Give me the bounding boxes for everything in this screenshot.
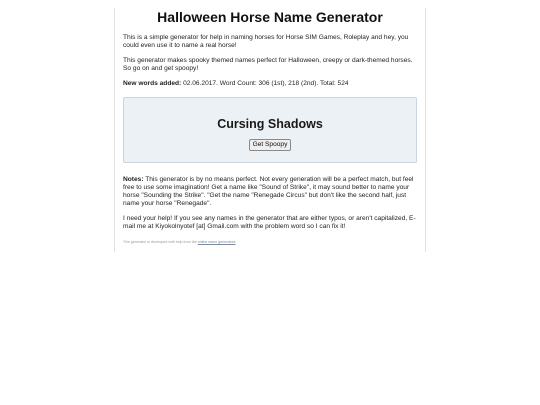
new-words-paragraph (123, 80, 417, 88)
intro-paragraph: This is a simple generator for help in naming horses for Horse SIM Games, Roleplay and hey, you could even use it to name a real horse! (123, 34, 409, 49)
generator-panel (123, 97, 417, 163)
footer-link[interactable]: online name generators (197, 240, 236, 244)
content-column (114, 8, 426, 252)
page-title: Halloween Horse Name Generator (157, 9, 383, 25)
footer-text: This generator is developed with help from the (123, 240, 198, 244)
footer-credit (123, 240, 417, 245)
notes-paragraph (123, 176, 417, 208)
new-words-text: 02.06.2017. Word Count: 306 (1st), 218 (2nd). Total: 524 (181, 80, 349, 87)
generated-name: Cursing Shadows (217, 117, 323, 131)
get-spoopy-button[interactable]: Get Spoopy (249, 139, 292, 151)
new-words-label: New words added: (123, 80, 182, 87)
notes-text: This generator is by no means perfect. Not every generation will be a perfect match, but feel free to use some imagination! Get a name like "Sound of Strike", it may sound better to name your horse "Sounding the Strike". "Get the name "Renegade Circus" but don't like the second half, just name your horse "Renegade". (123, 176, 414, 207)
theme-paragraph: This generator makes spooky themed names perfect for Halloween, creepy or dark-themed horses. So go on and get spoopy! (123, 57, 413, 72)
notes-label: Notes: (123, 176, 144, 183)
help-paragraph: I need your help! If you see any names in the generator that are either typos, or aren't capitalized, E-mail me at Kiyokolnyotef [at] Gmail.com with the problem word so I can fix it! (123, 215, 416, 230)
